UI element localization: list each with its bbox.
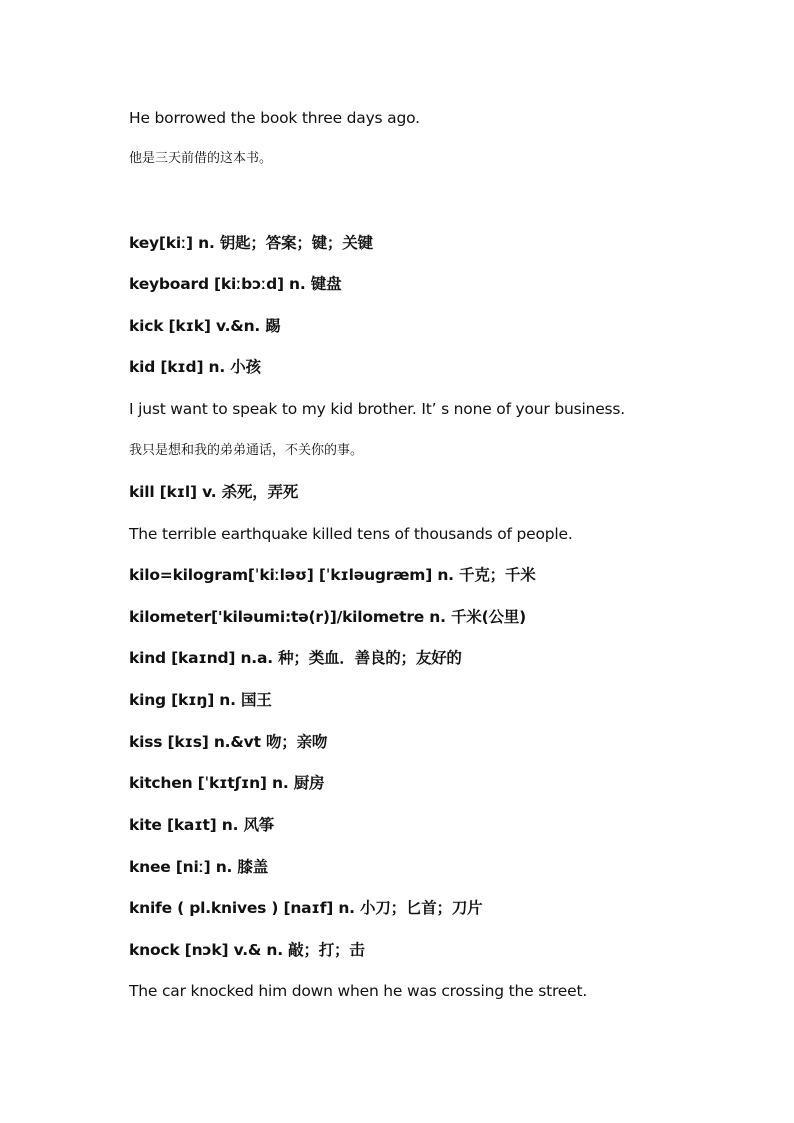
vocab-entry-kind: kind [kaɪnd] n.a. 种；类血．善良的；友好的 [129, 649, 462, 667]
example-translation: 他是三天前借的这本书。 [129, 151, 273, 166]
vocab-entry-knee: knee [niː] n. 膝盖 [129, 858, 269, 876]
example-translation: 我只是想和我的弟弟通话，不关你的事。 [129, 443, 364, 458]
vocab-entry-king: king [kɪŋ] n. 国王 [129, 691, 272, 709]
vocab-entry-knock: knock [nɔk] v.& n. 敲；打；击 [129, 941, 365, 959]
vocab-entry-kill: kill [kɪl] v. 杀死，弄死 [129, 483, 299, 501]
vocab-entry-kilo: kilo=kilogram[ˈkiːləʊ] [ˈkɪləugræm] n. 千克；千米 [129, 566, 536, 584]
vocab-entry-kick: kick [kɪk] v.&n. 踢 [129, 317, 281, 335]
vocab-entry-kid: kid [kɪd] n. 小孩 [129, 358, 261, 376]
example-sentence: I just want to speak to my kid brother. It’ s none of your business. [129, 400, 626, 418]
vocab-entry-key: key[kiː] n. 钥匙；答案；键；关键 [129, 234, 373, 252]
vocab-entry-kiss: kiss [kɪs] n.&vt 吻；亲吻 [129, 733, 328, 751]
vocab-entry-kitchen: kitchen [ˈkɪtʃɪn] n. 厨房 [129, 774, 325, 792]
example-sentence: The terrible earthquake killed tens of thousands of people. [129, 525, 573, 543]
example-sentence: He borrowed the book three days ago. [129, 109, 420, 127]
vocab-entry-kite: kite [kaɪt] n. 风筝 [129, 816, 275, 834]
example-sentence: The car knocked him down when he was crossing the street. [129, 982, 588, 1000]
vocab-entry-kilometer: kilometer['kiləumi:tə(r)]/kilometre n. 千米(公里) [129, 608, 526, 626]
vocab-entry-keyboard: keyboard [kiːbɔːd] n. 键盘 [129, 275, 342, 293]
vocab-entry-knife: knife ( pl.knives ) [naɪf] n. 小刀；匕首；刀片 [129, 899, 483, 917]
